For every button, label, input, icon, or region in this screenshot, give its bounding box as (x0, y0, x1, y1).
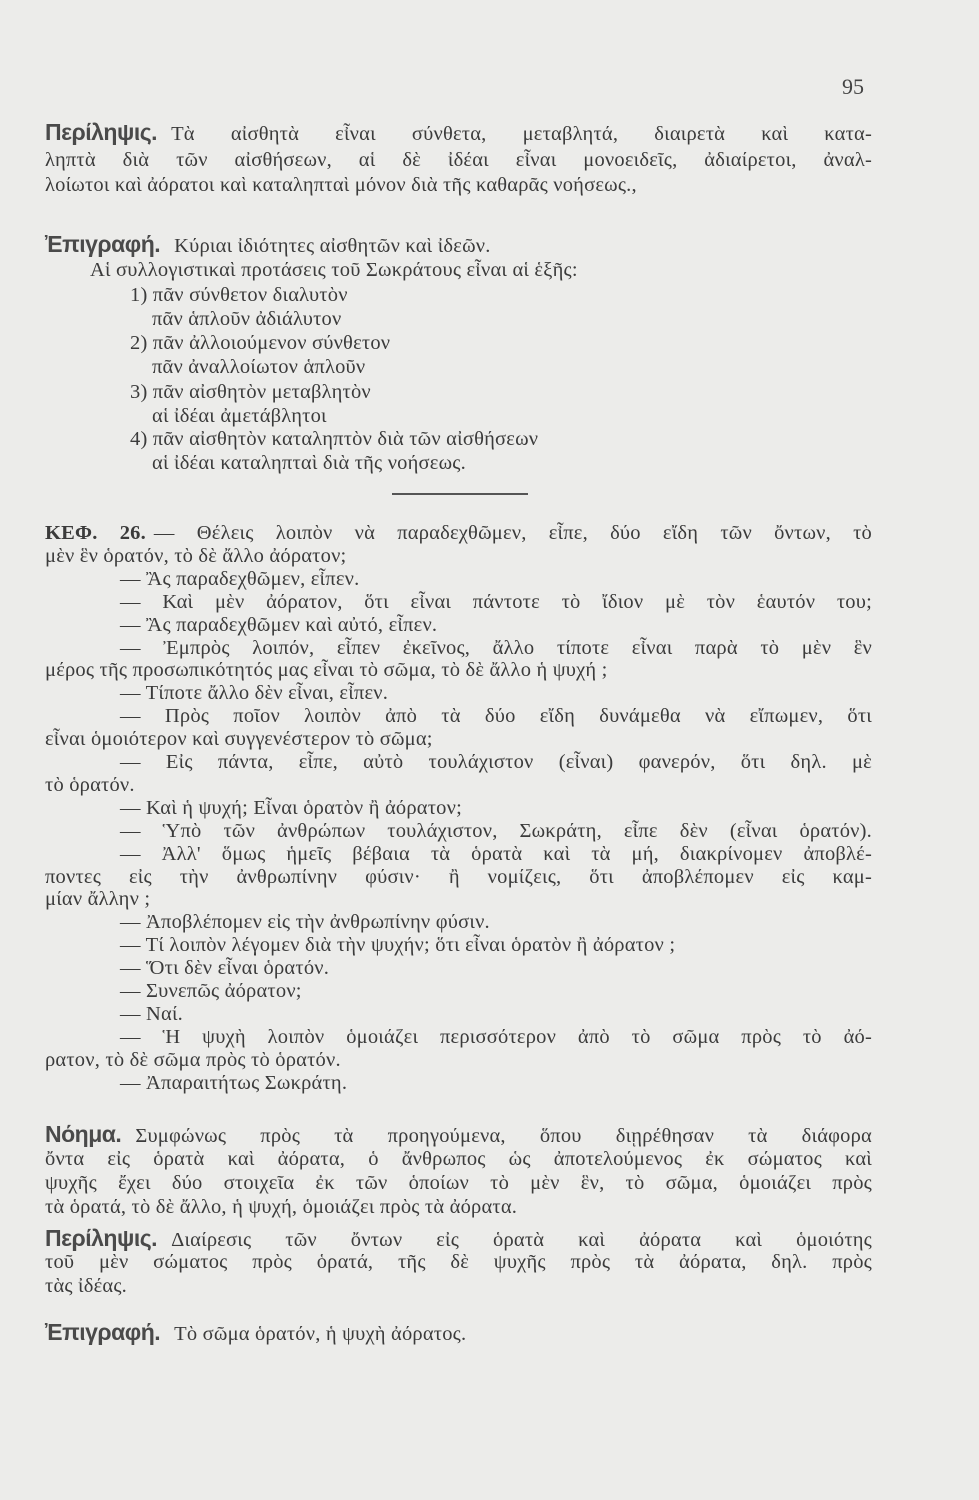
chapter-line (120, 613, 437, 637)
chapter-line (120, 842, 872, 866)
inscription2-heading: Ἐπιγραφή. (45, 1319, 161, 1345)
line-text: Τὸ σῶμα ὁρατόν, ἡ ψυχὴ ἀόρατος. (174, 1323, 467, 1345)
line-text: ὄντα εἰς ὁρατὰ καὶ ἀόρατα, ὁ ἄνθρωπος ὡς ἀποτελούμενος ἐκ σώματος καὶ (45, 1148, 872, 1170)
line-text: — Καὶ μὲν ἀόρατον, ὅτι εἶναι πάντοτε τὸ ἴδιον μὲ τὸν ἑαυτόν του; (120, 590, 872, 613)
inscription-line (130, 427, 538, 451)
line-text: — Ναί. (120, 1002, 184, 1025)
line-text: 1) πᾶν σύνθετον διαλυτὸν (130, 284, 348, 306)
inscription-line (152, 451, 466, 475)
line-text: μίαν ἄλλην ; (45, 888, 151, 911)
inscription-heading: Ἐπιγραφή. (45, 231, 161, 257)
line-text: 3) πᾶν αἰσθητὸν μεταβλητὸν (130, 381, 371, 403)
chapter-line (45, 1048, 341, 1072)
line-text: ποντες εἰς τὴν ἀνθρωπίνην φύσιν· ἢ νομίζεις, ὅτι ἀποβλέπομεν εἰς καμ- (45, 865, 872, 888)
summary2-line (45, 1250, 872, 1274)
line-text: — Ἐμπρὸς λοιπόν, εἶπεν ἐκεῖνος, ἄλλο τίποτε εἶναι παρὰ τὸ μὲν ἓν (120, 636, 872, 659)
chapter-line (120, 796, 462, 820)
line-text: λοίωτοι καὶ ἀόρατοι καὶ καταληπταὶ μόνον διὰ τῆς καθαρᾶς νοήσεως., (45, 174, 637, 196)
page-number: 95 (842, 74, 864, 99)
line-text: τὰς ἰδέας. (45, 1275, 127, 1297)
chapter-line (45, 521, 872, 545)
inscription-line (152, 404, 327, 428)
line-text: Τὰ αἰσθητὰ εἶναι σύνθετα, μεταβλητά, διαιρετὰ καὶ κατα- (171, 123, 872, 145)
chapter-line (120, 750, 872, 774)
line-text: — Θέλεις λοιπὸν νὰ παραδεχθῶμεν, εἶπε, δύο εἴδη τῶν ὄντων, τὸ (153, 522, 872, 544)
line-text: ληπτὰ διὰ τῶν αἰσθήσεων, αἱ δὲ ἰδέαι εἶναι μονοειδεῖς, ἀδιαίρετοι, ἀναλ- (45, 149, 872, 171)
line-text: Κύριαι ἰδιότητες αἰσθητῶν καὶ ἰδεῶν. (174, 235, 491, 257)
line-text: 4) πᾶν αἰσθητὸν καταληπτὸν διὰ τῶν αἰσθήσεων (130, 428, 539, 450)
summary-heading: Περίληψις. (45, 119, 158, 145)
line-text: τὸ ὁρατόν. (45, 773, 135, 796)
inscription-line (90, 258, 578, 282)
line-text: πᾶν ἀναλλοίωτον ἁπλοῦν (152, 356, 366, 378)
chapter-line (120, 681, 388, 705)
line-text: — Ἂς παραδεχθῶμεν, εἶπεν. (120, 567, 360, 590)
line-text: — Συνεπῶς ἀόρατον; (120, 980, 302, 1002)
line-text: αἱ ἰδέαι καταληπταὶ διὰ τῆς νοήσεως. (152, 452, 466, 474)
line-text: Συμφώνως πρὸς τὰ προηγούμενα, ὅπου διῃρέθησαν τὰ διάφορα (135, 1125, 872, 1147)
meaning-line (45, 1122, 872, 1148)
chapter-line (120, 979, 302, 1003)
line-text: — Ἀπαραιτήτως Σωκράτη. (120, 1071, 348, 1094)
line-text: — Τίποτε ἄλλο δὲν εἶναι, εἶπεν. (120, 682, 389, 705)
chapter-line (45, 544, 346, 568)
summary2-line (45, 1274, 127, 1298)
line-text: — Τί λοιπὸν λέγομεν διὰ τὴν ψυχήν; ὅτι εἶναι ὁρατὸν ἢ ἀόρατον ; (120, 934, 676, 957)
line-text: — Ὅτι δὲν εἶναι ὁρατόν. (120, 957, 330, 980)
line-text: — Εἰς πάντα, εἶπε, αὐτὸ τουλάχιστον (εἶναι) φανερόν, ὅτι δηλ. μὲ (120, 751, 872, 773)
meaning-line (45, 1171, 872, 1195)
inscription-line (130, 283, 348, 307)
chapter-line (45, 727, 433, 751)
summary-line (45, 173, 637, 197)
line-text: εἶναι ὁμοιότερον καὶ συγγενέστερον τὸ σῶμα; (45, 728, 433, 751)
chapter-line (120, 956, 329, 980)
inscription-line (152, 355, 365, 379)
chapter-line (45, 773, 135, 797)
chapter-line (45, 887, 150, 911)
line-text: μὲν ἓν ὁρατόν, τὸ δὲ ἄλλο ἀόρατον; (45, 544, 347, 567)
chapter-line (120, 1002, 183, 1026)
chapter-line (45, 658, 608, 682)
line-text: — Ἂς παραδεχθῶμεν καὶ αὐτό, εἶπεν. (120, 613, 438, 636)
chapter-line (120, 1071, 347, 1095)
summary2-heading: Περίληψις. (45, 1225, 158, 1251)
chapter-line (120, 567, 359, 591)
line-text: 2) πᾶν ἀλλοιούμενον σύνθετον (130, 332, 391, 354)
inscription-line (130, 380, 371, 404)
line-text: — Πρὸς ποῖον λοιπὸν ἀπὸ τὰ δύο εἴδη δυνάμεθα νὰ εἴπωμεν, ὅτι (120, 705, 872, 728)
meaning-line (45, 1195, 517, 1219)
line-text: — Ἀλλ' ὅμως ἡμεῖς βέβαια τὰ ὁρατὰ καὶ τὰ μή, διακρίνομεν ἀποβλέ- (120, 842, 872, 865)
inscription2-line (45, 1320, 466, 1346)
line-text: Αἱ συλλογιστικαὶ προτάσεις τοῦ Σωκράτους εἶναι αἱ ἑξῆς: (90, 259, 578, 281)
chapter-heading: ΚΕΦ. 26. (45, 522, 146, 544)
summary-line (45, 148, 872, 172)
inscription-line (152, 307, 341, 331)
line-text: τοῦ μὲν σώματος πρὸς ὁρατά, τῆς δὲ ψυχῆς πρὸς τὰ ἀόρατα, δηλ. πρὸς (45, 1251, 872, 1273)
chapter-line (120, 1025, 872, 1049)
line-text: — Καὶ ἡ ψυχή; Εἶναι ὁρατὸν ἢ ἀόρατον; (120, 796, 462, 819)
chapter-line (120, 910, 490, 934)
line-text: τὰ ὁρατά, τὸ δὲ ἄλλο, ἡ ψυχή, ὁμοιάζει πρὸς τὰ ἀόρατα. (45, 1196, 518, 1218)
inscription-line (130, 331, 390, 355)
line-text: Διαίρεσις τῶν ὄντων εἰς ὁρατὰ καὶ ἀόρατα καὶ ὁμοιότης (171, 1229, 872, 1251)
chapter-line (120, 819, 872, 843)
line-text: πᾶν ἁπλοῦν ἀδιάλυτον (152, 308, 342, 330)
line-text: ρατον, τὸ δὲ σῶμα πρὸς τὸ ὁρατόν. (45, 1048, 341, 1071)
line-text: μέρος τῆς προσωπικότητός μας εἶναι τὸ σῶμα, τὸ δὲ ἄλλο ἡ ψυχή ; (45, 659, 608, 682)
section-divider (392, 493, 528, 495)
chapter-line (120, 704, 872, 728)
line-text: — Ἀποβλέπομεν εἰς τὴν ἀνθρωπίνην φύσιν. (120, 911, 490, 934)
chapter-line (120, 933, 675, 957)
meaning-heading: Νόημα. (45, 1121, 122, 1147)
line-text: ψυχῆς ἔχει δύο στοιχεῖα ἐκ τῶν ὁποίων τὸ μὲν ἓν, τὸ σῶμα, ὁμοιάζει πρὸς (45, 1172, 872, 1194)
chapter-line (120, 636, 872, 660)
summary2-line (45, 1226, 872, 1252)
meaning-line (45, 1147, 872, 1171)
line-text: — Ὑπὸ τῶν ἀνθρώπων τουλάχιστον, Σωκράτη, εἶπε δὲν (εἶναι ὁρατόν). (120, 819, 872, 842)
line-text: — Ἡ ψυχὴ λοιπὸν ὁμοιάζει περισσότερον ἀπὸ τὸ σῶμα πρὸς τὸ ἀό- (120, 1025, 872, 1048)
line-text: αἱ ἰδέαι ἀμετάβλητοι (152, 405, 327, 427)
inscription-line (45, 232, 491, 258)
summary-line (45, 120, 872, 146)
chapter-line (45, 865, 872, 889)
chapter-line (120, 590, 872, 614)
